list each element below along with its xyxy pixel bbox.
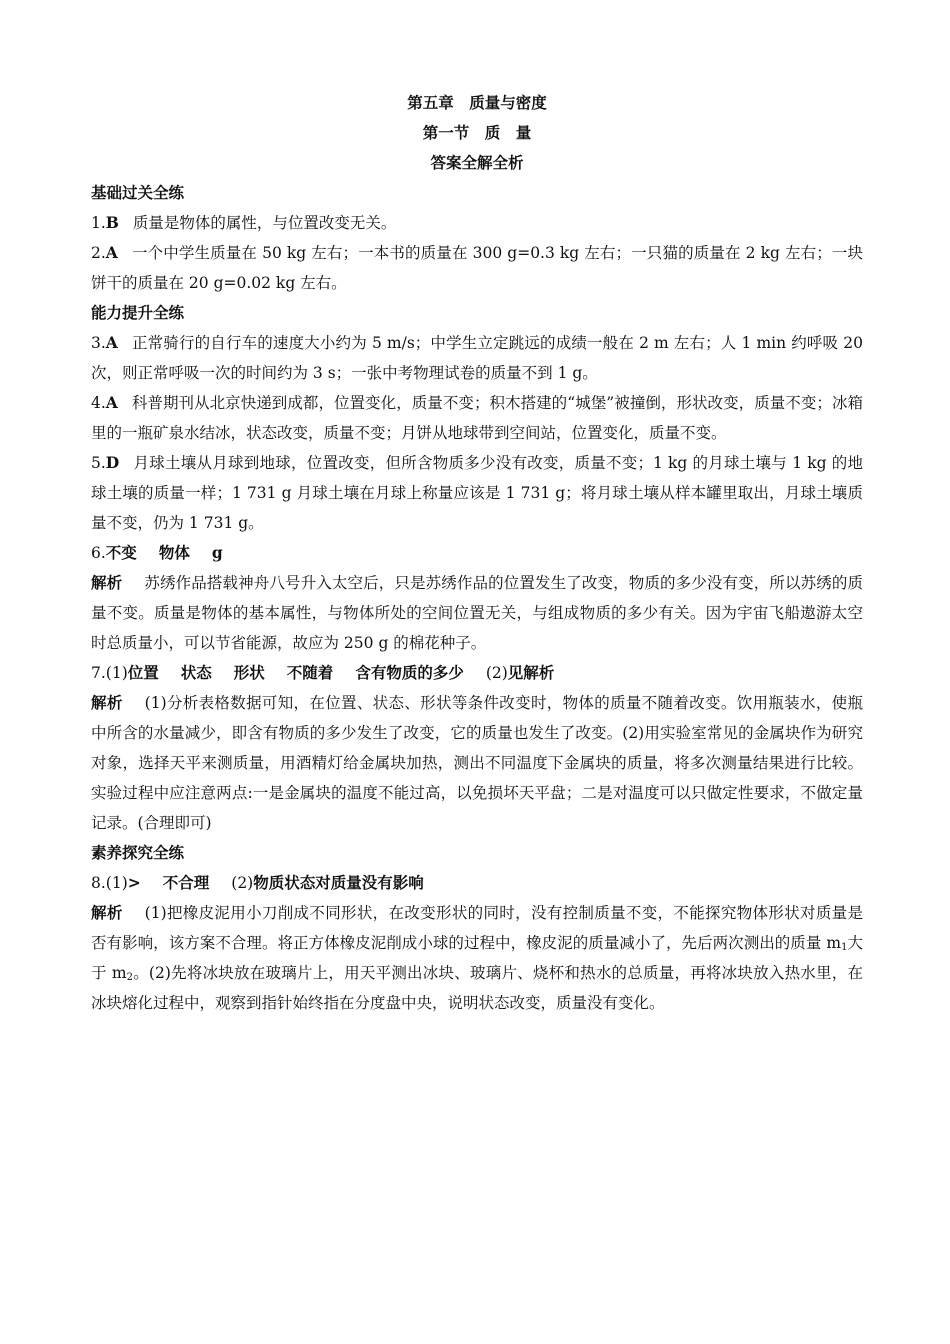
page-subtitle: 答案全解全析 — [430, 153, 524, 172]
answer-blank-5: 含有物质的多少 — [355, 663, 464, 682]
answer-blank-3: 形状 — [233, 663, 265, 682]
question-1 — [91, 208, 863, 238]
analysis-label: 解析 — [91, 903, 123, 922]
explanation-text: 科普期刊从北京快递到成都，位置变化，质量不变；积木搭建的“城堡”被撞倒，形状改变，质量不变；冰箱里的一瓶矿泉水结冰，状态改变，质量不变；月饼从地球带到空间站，位置变化，质量不变。 — [91, 394, 863, 442]
question-6-answer — [91, 538, 863, 568]
answer-choice: B — [105, 213, 119, 232]
answer-blank-3: g — [211, 543, 223, 562]
answer-choice: D — [105, 453, 120, 472]
answer-blank-4: 不随着 — [286, 663, 334, 682]
answer-page — [91, 88, 863, 1018]
answer-blank-6: 见解析 — [507, 663, 555, 682]
answer-blank-1: > — [127, 873, 141, 892]
explanation-text-a: (1)把橡皮泥用小刀削成不同形状，在改变形状的同时，没有控制质量不变，不能探究物体形状对质量是否有影响，该方案不合理。将正方体橡皮泥削成小球的过程中，橡皮泥的质量减小了，先后两次测出的质量 m — [91, 904, 863, 952]
explanation-text: 质量是物体的属性，与位置改变无关。 — [132, 214, 397, 232]
question-number: 4. — [91, 394, 106, 412]
answer-blank-2: 不合理 — [162, 873, 210, 892]
question-number: 5. — [91, 454, 106, 472]
explanation-text: 一个中学生质量在 50 kg 左右；一本书的质量在 300 g=0.3 kg 左右；一只猫的质量在 2 kg 左右；一块饼干的质量在 20 g=0.02 kg 左右。 — [91, 244, 863, 292]
question-2 — [91, 238, 863, 298]
question-7-answer — [91, 658, 863, 688]
question-8-answer — [91, 868, 863, 898]
explanation-text-c: 。(2)先将冰块放在玻璃片上，用天平测出冰块、玻璃片、烧杯和热水的总质量，再将冰块放入热水里，在冰块熔化过程中，观察到指针始终指在分度盘中央，说明状态改变，质量没有变化。 — [91, 964, 863, 1012]
question-number: 1. — [91, 214, 106, 232]
explanation-text: 正常骑行的自行车的速度大小约为 5 m/s；中学生立定跳远的成绩一般在 2 m 左右；人 1 min 约呼吸 20 次，则正常呼吸一次的时间约为 3 s；一张中考物理试卷的质量不到 1 g。 — [91, 334, 863, 382]
explanation-text-b: 大于 m — [91, 934, 863, 982]
question-number: 3. — [91, 334, 106, 352]
explanation-text: 月球土壤从月球到地球，位置改变，但所含物质多少没有改变，质量不变；1 kg 的月球土壤与 1 kg 的地球土壤的质量一样；1 731 g 月球土壤在月球上称量应该是 1 731 g；将月球土壤从样本罐里取出，月球土壤质量不变，仍为 1 731 g。 — [91, 454, 863, 532]
explanation-text: (1)分析表格数据可知，在位置、状态、形状等条件改变时，物体的质量不随着改变。饮用瓶装水，使瓶中所含的水量减少，即含有物质的多少发生了改变，它的质量也发生了改变。(2)用实验室常见的金属块作为研究对象，选择天平来测质量，用酒精灯给金属块加热，测出不同温度下金属块的质量，将多次测量结果进行比较。实验过程中应注意两点:一是金属块的温度不能过高，以免损坏天平盘；二是对温度可以只做定性要求，不做定量记录。(合理即可) — [91, 694, 863, 832]
question-number: 2. — [91, 244, 106, 262]
question-3 — [91, 328, 863, 388]
answer-blank-1: 位置 — [127, 663, 159, 682]
answer-choice: A — [105, 243, 118, 262]
subscript-1: 1 — [841, 942, 848, 953]
analysis-label: 解析 — [91, 693, 123, 712]
section-title: 第一节 质 量 — [422, 123, 532, 142]
question-7-analysis — [91, 688, 863, 838]
question-5 — [91, 448, 863, 538]
section-heading-literacy: 素养探究全练 — [91, 843, 185, 862]
answer-blank-2: 物体 — [158, 543, 190, 562]
answer-choice: A — [105, 393, 118, 412]
answer-blank-2: 状态 — [180, 663, 212, 682]
section-heading-ability: 能力提升全练 — [91, 303, 185, 322]
question-number: 6. — [91, 544, 106, 562]
question-8-analysis — [91, 898, 863, 1018]
question-number: 8.(1) — [91, 874, 128, 892]
subscript-2: 2 — [126, 972, 133, 983]
section-heading-basic: 基础过关全练 — [91, 183, 185, 202]
part-number: (2) — [485, 664, 508, 682]
analysis-label: 解析 — [91, 573, 123, 592]
answer-blank-3: 物质状态对质量没有影响 — [253, 873, 424, 892]
question-number: 7.(1) — [91, 664, 128, 682]
part-number: (2) — [231, 874, 254, 892]
answer-blank-1: 不变 — [105, 543, 137, 562]
answer-choice: A — [105, 333, 118, 352]
chapter-title: 第五章 质量与密度 — [407, 93, 547, 112]
question-4 — [91, 388, 863, 448]
question-6-analysis — [91, 568, 863, 658]
explanation-text: 苏绣作品搭载神舟八号升入太空后，只是苏绣作品的位置发生了改变，物质的多少没有变，所以苏绣的质量不变。质量是物体的基本属性，与物体所处的空间位置无关，与组成物质的多少有关。因为宇宙飞船遨游太空时总质量小，可以节省能源，故应为 250 g 的棉花种子。 — [91, 574, 863, 652]
